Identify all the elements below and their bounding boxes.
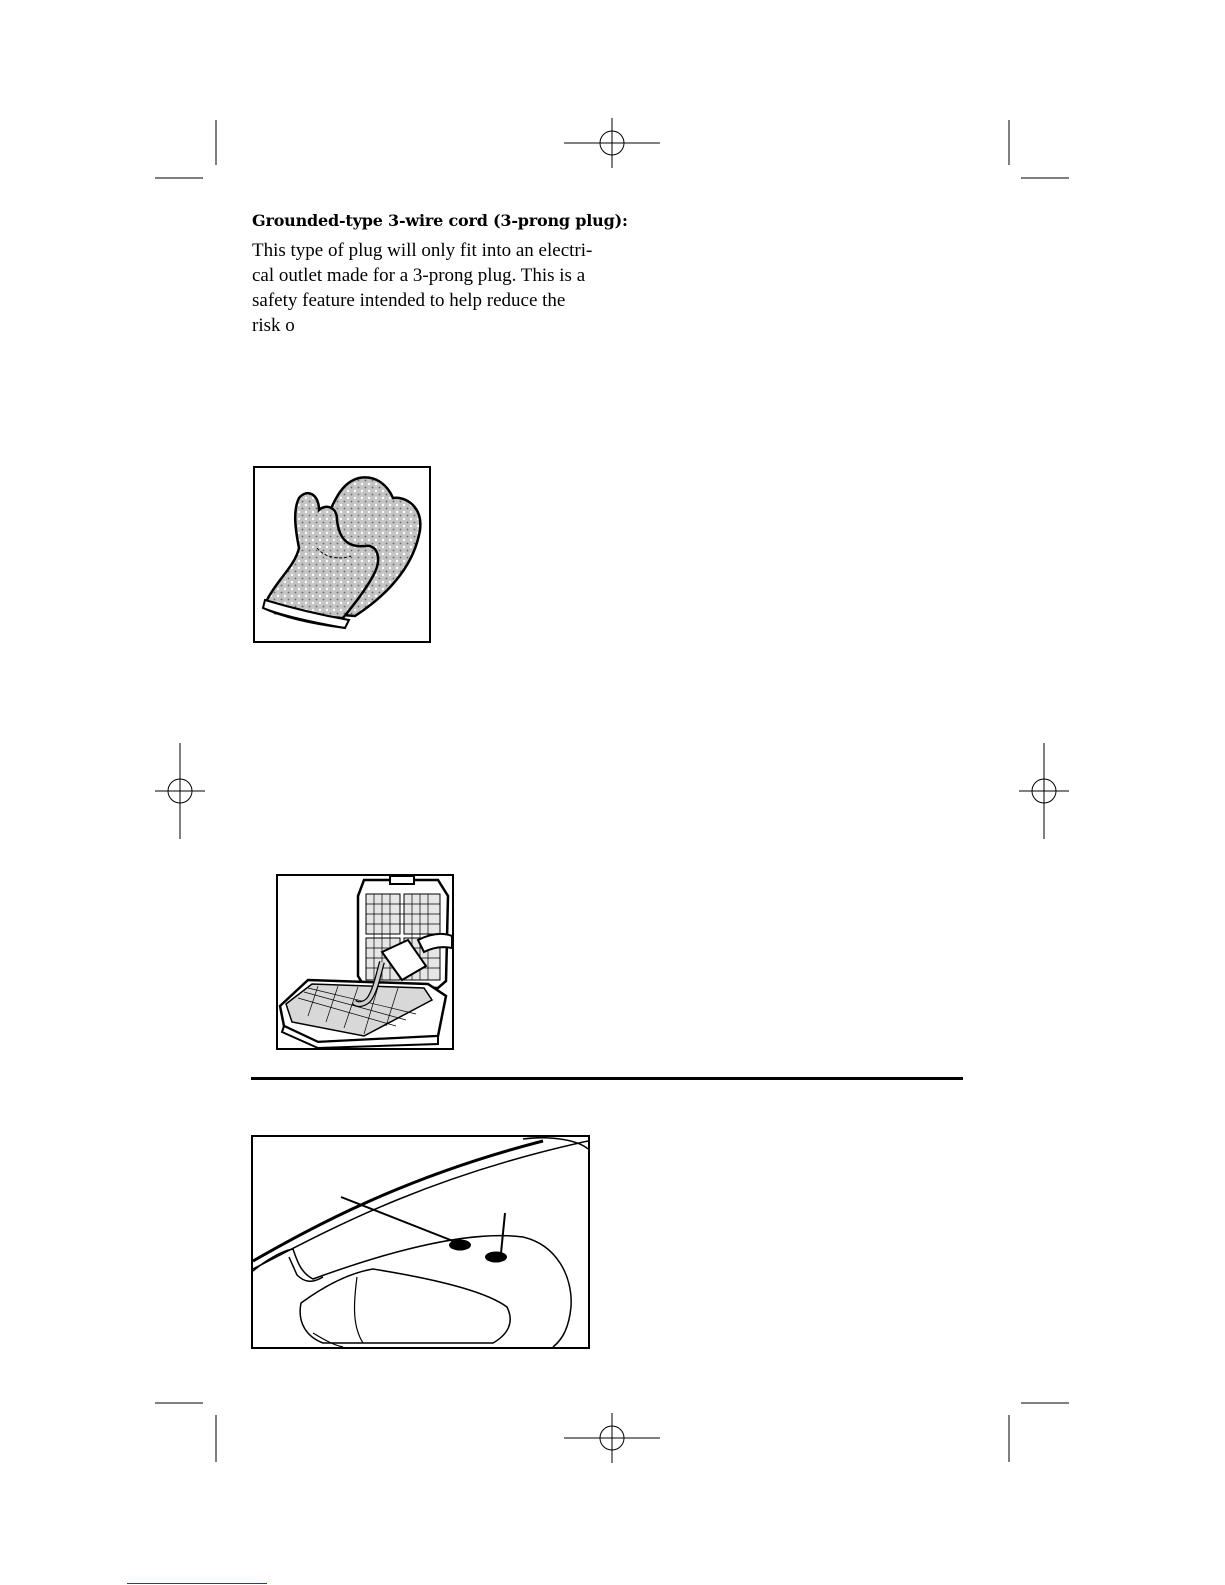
waffle-maker-figure bbox=[276, 874, 454, 1050]
section-divider bbox=[251, 1077, 963, 1080]
bottom-link-underline[interactable] bbox=[127, 1583, 267, 1584]
waffle-maker-icon bbox=[278, 876, 452, 1048]
paragraph-line: This type of plug will only fit into an electri- bbox=[252, 240, 593, 261]
indicator-lights-icon bbox=[253, 1137, 588, 1347]
power-light-icon bbox=[449, 1240, 471, 1251]
oven-mitts-figure bbox=[253, 466, 431, 643]
oven-mitts-icon bbox=[255, 468, 429, 641]
indicator-lights-figure bbox=[251, 1135, 590, 1349]
ready-light-icon bbox=[485, 1252, 507, 1263]
section-heading: Grounded-type 3-wire cord (3-prong plug): bbox=[252, 211, 628, 230]
paragraph-line: safety feature intended to help reduce the bbox=[252, 290, 566, 311]
paragraph-line: cal outlet made for a 3-prong plug. This is a bbox=[252, 265, 586, 286]
paragraph-line: risk o bbox=[252, 315, 295, 336]
